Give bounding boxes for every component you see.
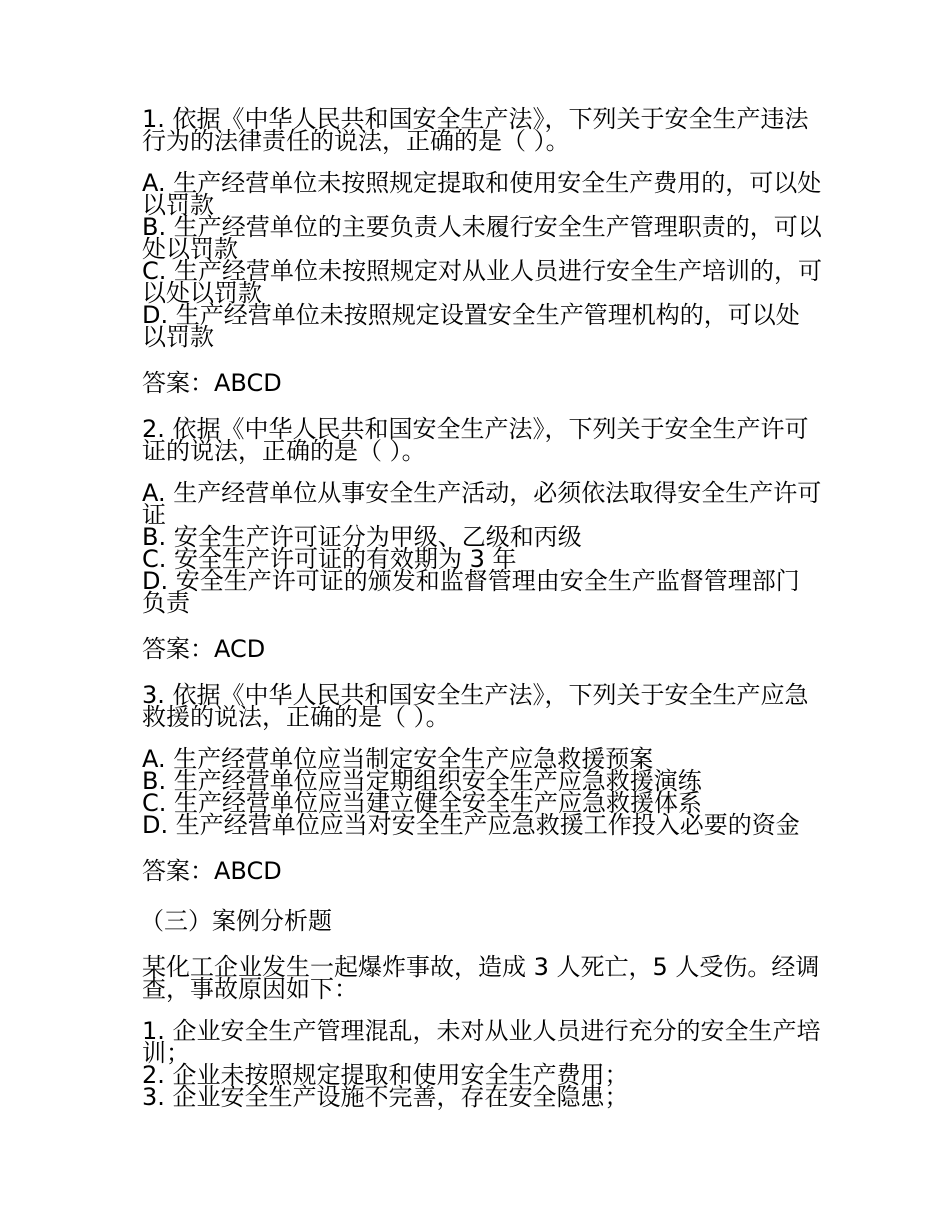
document-page (140, 105, 823, 1111)
option-list (142, 479, 822, 617)
case-cause-3: 3. 企业安全生产设施不完善，存在安全隐患； (142, 1083, 629, 1111)
case-intro: 某化工企业发生一起爆炸事故，造成 3 人死亡，5 人受伤。经调查，事故原因如下： (142, 953, 820, 1003)
option-list (142, 169, 823, 351)
case-block (142, 953, 822, 1111)
answer-text: 答案：ABCD (142, 857, 282, 885)
option-c: C. 生产经营单位应当建立健全安全生产应急救援体系 (142, 789, 703, 817)
answer-text: 答案：ABCD (142, 369, 282, 397)
case-cause-list (142, 1017, 822, 1111)
option-c: C. 安全生产许可证的有效期为 3 年 (142, 545, 517, 573)
question-text: 2. 依据《中华人民共和国安全生产法》，下列关于安全生产许可证的说法，正确的是（ ）。 (142, 415, 809, 465)
question-text: 3. 依据《中华人民共和国安全生产法》，下列关于安全生产应急救援的说法，正确的是（ ）。 (142, 681, 809, 731)
option-d: D. 生产经营单位未按照规定设置安全生产管理机构的，可以处以罚款 (142, 301, 800, 351)
question-block-1 (142, 105, 823, 398)
case-cause-2: 2. 企业未按照规定提取和使用安全生产费用； (142, 1061, 629, 1089)
question-text: 1. 依据《中华人民共和国安全生产法》，下列关于安全生产违法行为的法律责任的说法，正确的是（ ）。 (142, 105, 809, 155)
option-b: B. 安全生产许可证分为甲级、乙级和丙级 (142, 523, 582, 551)
option-c: C. 生产经营单位未按照规定对从业人员进行安全生产培训的，可以处以罚款 (142, 257, 823, 307)
option-a: A. 生产经营单位应当制定安全生产应急救援预案 (142, 745, 654, 773)
option-a: A. 生产经营单位未按照规定提取和使用安全生产费用的，可以处以罚款 (142, 169, 822, 219)
option-b: B. 生产经营单位的主要负责人未履行安全生产管理职责的，可以处以罚款 (142, 213, 822, 263)
section-title: （三）案例分析题 (140, 907, 332, 935)
option-list (142, 745, 822, 839)
option-d: D. 生产经营单位应当对安全生产应急救援工作投入必要的资金 (142, 811, 800, 839)
answer-text: 答案：ACD (142, 635, 266, 663)
question-block-3 (142, 681, 822, 886)
option-a: A. 生产经营单位从事安全生产活动，必须依法取得安全生产许可证 (142, 479, 822, 529)
question-block-2 (142, 415, 822, 664)
option-b: B. 生产经营单位应当定期组织安全生产应急救援演练 (142, 767, 702, 795)
case-cause-1: 1. 企业安全生产管理混乱，未对从业人员进行充分的安全生产培训； (142, 1017, 821, 1067)
option-d: D. 安全生产许可证的颁发和监督管理由安全生产监督管理部门负责 (142, 567, 800, 617)
